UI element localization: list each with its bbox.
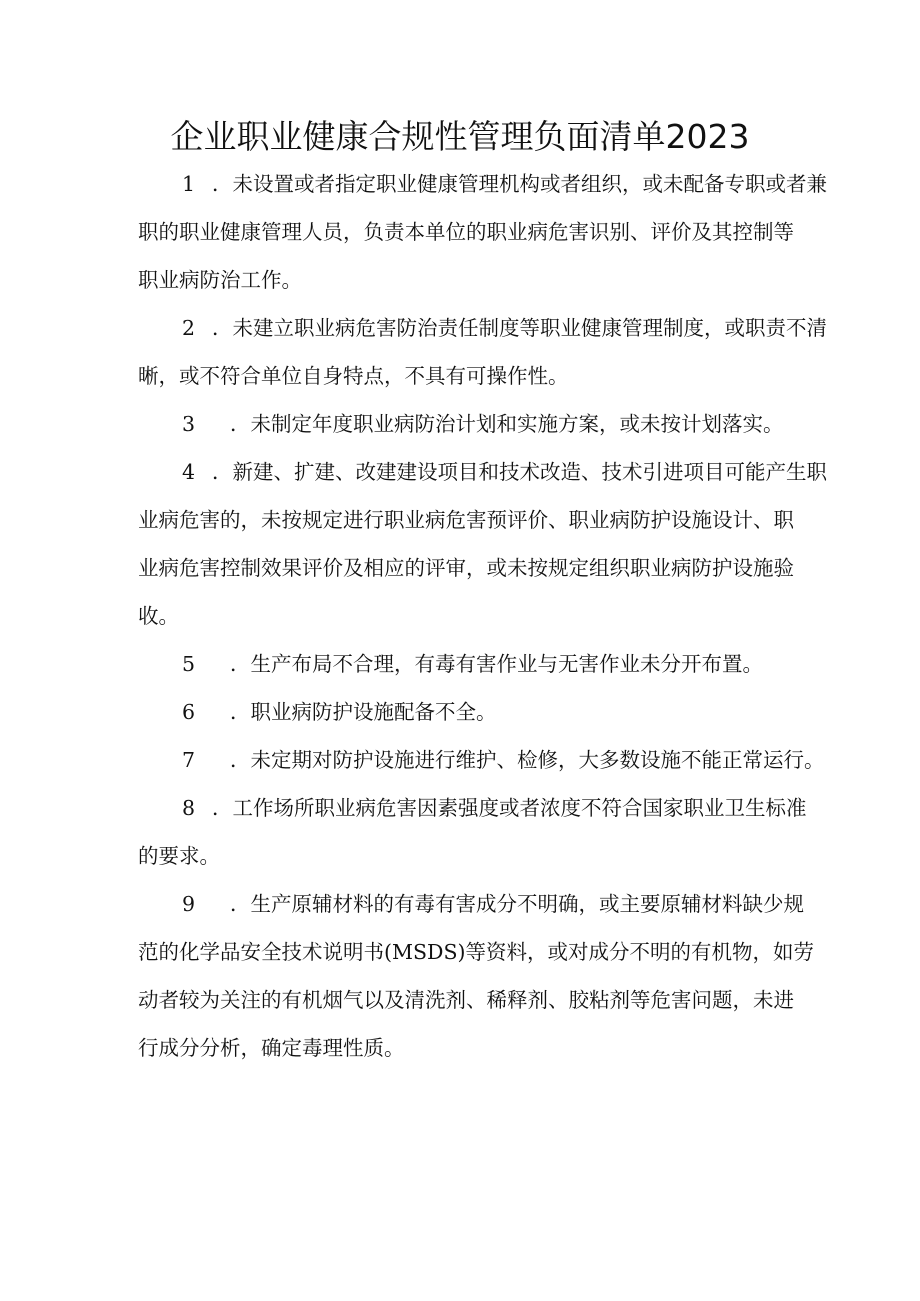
list-item [138,688,798,736]
item-text-line: 行成分分析，确定毒理性质。 [138,1036,405,1060]
item-text-line: ．工作场所职业病危害因素强度或者浓度不符合国家职业卫生标准 [212,796,807,820]
item-text-line: 的要求。 [138,844,220,868]
item-number: 2 [182,316,196,340]
item-number: 3 [182,412,196,436]
item-text-line: ．未建立职业病危害防治责任制度等职业健康管理制度，或职责不清 [212,316,827,340]
item-number: 7 [182,748,196,772]
item-text-line: 晰，或不符合单位自身特点，不具有可操作性。 [138,364,569,388]
list-item [138,640,798,688]
item-number: 5 [182,652,196,676]
list-item [138,448,827,640]
item-text-line: 职的职业健康管理人员，负责本单位的职业病危害识别、评价及其控制等 [138,220,794,244]
item-text-line: 收。 [138,604,179,628]
document-body [138,160,827,1072]
list-item [138,736,825,784]
item-text-line: ．新建、扩建、改建建设项目和技术改造、技术引进项目可能产生职 [212,460,827,484]
item-number: 1 [182,172,196,196]
document-title: 企业职业健康合规性管理负面清单2023 [170,117,750,156]
list-item [138,160,827,304]
list-item [138,304,827,400]
item-number: 6 [182,700,196,724]
item-text-line: 业病危害控制效果评价及相应的评审，或未按规定组织职业病防护设施验 [138,556,794,580]
item-text-line: 范的化学品安全技术说明书(MSDS)等资料，或对成分不明的有机物，如劳 [138,940,815,964]
item-text-line: ．职业病防护设施配备不全。 [230,700,497,724]
item-number: 9 [182,892,196,916]
item-text-line: ．未定期对防护设施进行维护、检修，大多数设施不能正常运行。 [230,748,825,772]
item-text-line: ．生产布局不合理，有毒有害作业与无害作业未分开布置。 [230,652,763,676]
item-text-line: 业病危害的，未按规定进行职业病危害预评价、职业病防护设施设计、职 [138,508,794,532]
item-text-line: ．未制定年度职业病防治计划和实施方案，或未按计划落实。 [230,412,784,436]
item-number: 4 [182,460,196,484]
item-text-line: 动者较为关注的有机烟气以及清洗剂、稀释剂、胶粘剂等危害问题，未进 [138,988,794,1012]
item-text-line: 职业病防治工作。 [138,268,302,292]
list-item [138,400,798,448]
item-text-line: ．生产原辅材料的有毒有害成分不明确，或主要原辅材料缺少规 [230,892,804,916]
item-number: 8 [182,796,196,820]
list-item [138,784,807,880]
list-item [138,880,815,1072]
item-text-line: ．未设置或者指定职业健康管理机构或者组织，或未配备专职或者兼 [212,172,827,196]
